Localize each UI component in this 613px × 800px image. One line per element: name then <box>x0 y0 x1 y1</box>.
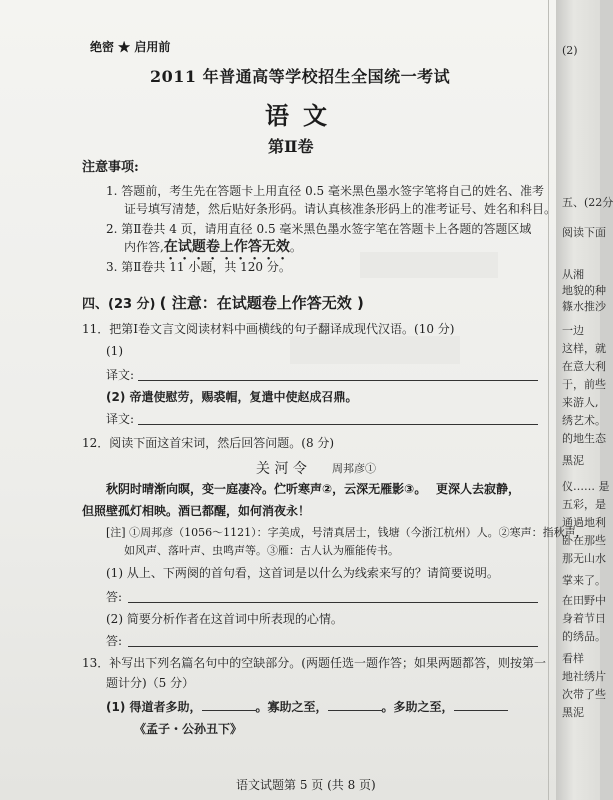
q12-sub-1: (1) 从上、下两阕的首句看，这首词是以什么为线索来写的？请简要说明。 <box>106 566 499 580</box>
q12-stem: 12．阅读下面这首宋词，然后回答问题。(8 分) <box>82 436 335 450</box>
q13-item-1-c: 。多助之至， <box>381 700 454 714</box>
notice-item-2: 2. 第Ⅱ卷共 4 页，请用直径 0.5 毫米黑色墨水签字笔在答题卡上各题的答题区域 <box>106 222 532 236</box>
q13-source: 《孟子・公孙丑下》 <box>134 722 243 736</box>
poem-line-1-end: 更深人去寂静， <box>436 482 521 496</box>
poem-note-1: [注] ①周邦彦（1056～1121）：字美成，号清真居士，钱塘（今浙江杭州）人。②寒声：指秋声， <box>106 526 587 539</box>
redacted-area <box>290 336 460 364</box>
poem-author: 周邦彦① <box>332 462 376 475</box>
notice-item-1-cont: 证号填写清楚，然后贴好条形码。请认真核准条形码上的准考证号、姓名和科目。 <box>124 202 557 216</box>
side-fragment: 五、(22分 <box>562 196 613 209</box>
notice-item-1: 1. 答题前，考生先在答题卡上用直径 0.5 毫米黑色墨水签字笔将自己的姓名、准考 <box>106 184 544 198</box>
notice-item-2-prefix: 内作答, <box>124 240 164 254</box>
q13-stem: 13．补写出下列名篇名句中的空缺部分。(两题任选一题作答；如果两题都答，则按第一 <box>82 656 546 670</box>
q11-translation-label-2: 译文: <box>106 412 135 426</box>
section-4-heading <box>82 292 364 313</box>
side-fragment: 黑泥 <box>562 706 584 719</box>
answer-line <box>138 424 538 425</box>
side-fragment: 看样 <box>562 652 584 665</box>
side-fragment: 的地生态 <box>562 432 606 445</box>
side-fragment: 地社绣片 <box>562 670 606 683</box>
q11-translation-label-1: 译文: <box>106 368 135 382</box>
side-fragment: (2) <box>562 44 578 57</box>
fill-blank <box>328 710 382 711</box>
side-fragment: 地貌的种 <box>562 284 606 297</box>
page-footer: 语文试题第 5 页 (共 8 页) <box>236 778 376 792</box>
q13-item-1 <box>106 698 508 715</box>
q13-stem-cont: 题计分)（5 分） <box>106 676 195 690</box>
side-fragment: 绣艺术。 <box>562 414 606 427</box>
poem-line-1: 秋阴时晴渐向暝，变一庭凄冷。伫听寒声②，云深无雁影③。 <box>106 482 427 496</box>
answer-line <box>138 380 538 381</box>
notice-item-3: 3. 第Ⅱ卷共 11 小题，共 120 分。 <box>106 260 291 274</box>
fill-blank <box>202 710 256 711</box>
q11-part-1: (1) <box>106 344 123 358</box>
answer-line <box>128 646 538 647</box>
side-fragment: 来游人, <box>562 396 599 409</box>
q12-sub-2: (2) 简要分析作者在这首词中所表现的心情。 <box>106 612 343 626</box>
side-fragment: 在田野中 <box>562 594 606 607</box>
side-fragment: 黑泥 <box>562 454 584 467</box>
q12-answer-label-2: 答: <box>106 634 123 648</box>
q11-stem: 11．把第Ⅰ卷文言文阅读材料中画横线的句子翻译成现代汉语。(10 分) <box>82 322 455 336</box>
side-fragment: 五彩，是 <box>562 498 606 511</box>
side-fragment: 一边 <box>562 324 584 337</box>
side-fragment: 的绣品。 <box>562 630 606 643</box>
side-fragment: 从湘 <box>562 268 584 281</box>
side-fragment: 那无山水 <box>562 552 606 565</box>
page-fold <box>548 0 549 800</box>
fill-blank <box>454 710 508 711</box>
no-answer-on-paper-warning: 在试题卷上作答无效 <box>163 239 290 255</box>
side-fragment: 通過地利 <box>562 516 606 529</box>
notice-heading: 注意事项: <box>82 160 139 175</box>
answer-line <box>128 602 538 603</box>
side-fragment: 次带了些 <box>562 688 606 701</box>
side-fragment: 这样，就 <box>562 342 606 355</box>
poem-title: 关 河 令 <box>256 461 307 477</box>
redacted-area <box>360 252 498 278</box>
side-fragment: 身着节日 <box>562 612 606 625</box>
notice-item-2-suffix: 。 <box>289 240 302 254</box>
q13-item-1-a: (1) 得道者多助， <box>106 700 202 714</box>
poem-line-2: 但照壁孤灯相映。酒已都醒，如何消夜永！ <box>82 504 311 518</box>
section-4-note: ( 注意：在试题卷上作答无效 ) <box>159 294 364 312</box>
section-4-label: 四、(23 分) <box>82 297 156 312</box>
volume-title: 第Ⅱ卷 <box>268 137 314 156</box>
subject-title: 语文 <box>265 101 341 130</box>
side-fragment: 卧在那些 <box>562 534 606 547</box>
poem-note-2: 如风声、落叶声、虫鸣声等。③雁：古人认为雁能传书。 <box>124 544 399 557</box>
q12-answer-label-1: 答: <box>106 590 123 604</box>
side-fragment: 篠水推沙 <box>562 300 606 313</box>
q13-item-1-b: 。寡助之至， <box>255 700 328 714</box>
side-fragment: 于，前些 <box>562 378 606 391</box>
q11-part-2: (2) 帝遣使慰劳，赐裘帽，复遣中使赵成召鼎。 <box>106 390 358 404</box>
side-fragment: 在意大利 <box>562 360 606 373</box>
adjacent-page <box>556 0 613 800</box>
exam-title: 2011 年普通高等学校招生全国统一考试 <box>150 67 451 86</box>
side-fragment: 仪…… 是 <box>562 480 610 493</box>
side-fragment: 阅读下面 <box>562 226 606 239</box>
secret-label: 绝密 ★ 启用前 <box>90 40 171 54</box>
side-fragment: 掌来了。 <box>562 574 606 587</box>
